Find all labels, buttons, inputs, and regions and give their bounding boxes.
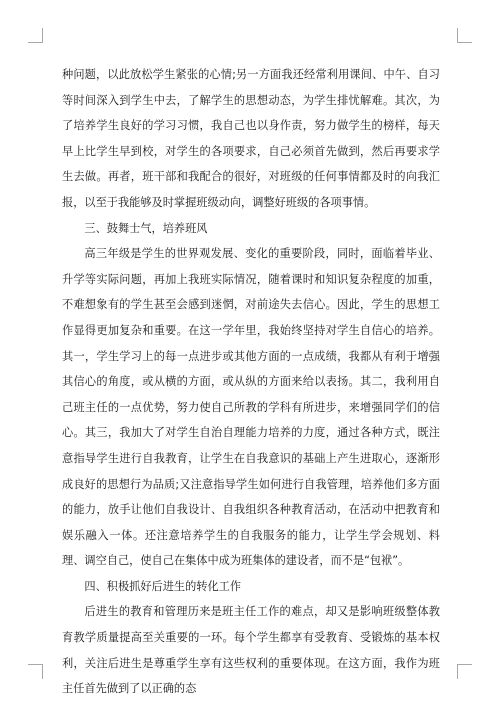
- crop-mark-top-left: [28, 28, 43, 43]
- crop-mark-bottom-right: [457, 664, 472, 679]
- paragraph-1: 种问题，以此放松学生紧张的心情;另一方面我还经常利用课间、中午、自习等时间深入到学生中去，了解学生的思想动态，为学生排忧解难。其次，为了培养学生良好的学习习惯，我自己也以身作责，努力做学生的榜样，每天早上比学生早到校，对学生的各项要求，自己必须首先做到，然后再要求学生去做。再者，班干部和我配合的很好，对班级的任何事情都及时的向我汇报，以至于我能够及时掌握班级动向，调整好班级的各项事情。: [62, 68, 440, 209]
- section-heading-4: 四、积极抓好后进生的转化工作: [84, 579, 242, 593]
- paragraph-3: 后进生的教育和管理历来是班主任工作的难点，却又是影响班级整体教育教学质量提高至关重要的一环。每个学生都享有受教育、受锻炼的基本权利，关注后进生是尊重学生享有这些权利的重要体现。在这方面，我作为班主任首先做到了以正确的态: [62, 605, 440, 696]
- crop-mark-bottom-left: [28, 664, 43, 679]
- paragraph-2: 高三年级是学生的世界观发展、变化的重要阶段，同时，面临着毕业、升学等实际问题，再加上我班实际情况，随着课时和知识复杂程度的加重，不难想象有的学生甚至会感到迷惘，对前途失去信心。因此，学生的思想工作显得更加复杂和重要。在这一学年里，我始终坚持对学生自信心的培养。其一，学生学习上的每一点进步或其他方面的一点成绩，我都从有利于增强其信心的角度，或从横的方面，或从纵的方面来给以表扬。其二，我利用自己班主任的一点优势，努力使自己所教的学科有所进步，来增强同学们的信心。其三，我加大了对学生自治自理能力培养的力度，通过各种方式，既注意指导学生进行自我教育，让学生在自我意识的基础上产生进取心，逐渐形成良好的思想行为品质;又注意指导学生如何进行自我管理，培养他们多方面的能力，放手让他们自我设计、自我组织各种教育活动，在活动中把教育和娱乐融入一体。还注意培养学生的自我服务的能力，让学生学会规划、料理、调空自己，使自己在集体中成为班集体的建设者，而不是“包袱”。: [62, 247, 440, 568]
- document-body: [62, 62, 440, 702]
- crop-mark-top-right: [457, 28, 472, 43]
- section-heading-3: 三、鼓舞士气，培养班风: [84, 221, 208, 235]
